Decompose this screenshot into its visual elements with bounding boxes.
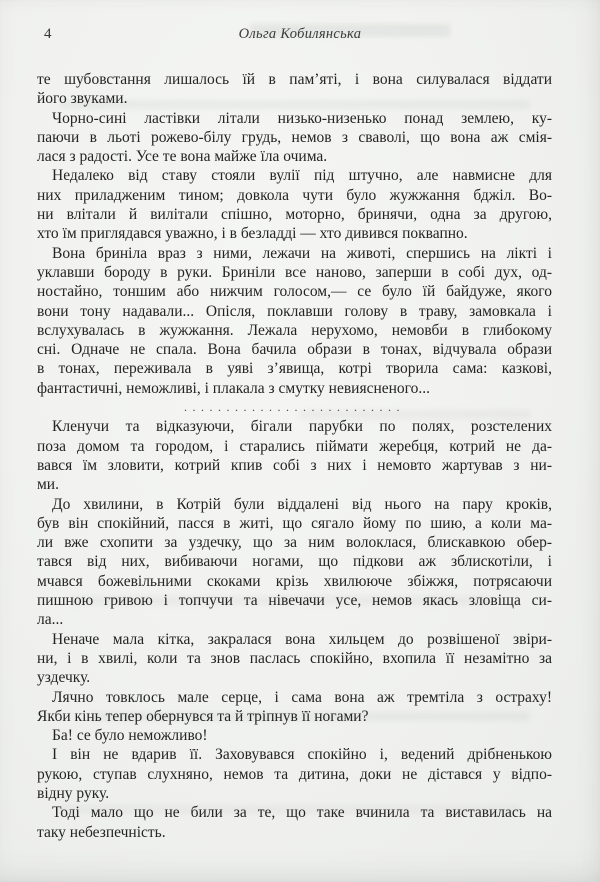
dotted-separator: .......................... — [184, 400, 405, 415]
text-line: вони тону надавали... Опісля, поклавши голову в траву, замовкала і — [37, 302, 552, 320]
text-line: мчався божевільними скоками крізь хвилююче збіжжя, потрясаючи — [37, 572, 552, 590]
text-line: таку небезпечність. — [37, 823, 166, 841]
paragraph — [37, 495, 552, 630]
text-line: паючи в льоті рожево-білу грудь, немов з сваволі, що вона аж смія- — [37, 128, 552, 146]
text-line: Ба! се було неможливо! — [52, 727, 208, 745]
text-line: його звуками. — [37, 90, 128, 108]
text-line: пишною гривою і топчучи та нівечачи усе, немов якась зловіща си- — [37, 592, 552, 610]
text-line: ли вже схопити за уздечку, що за ним волоклася, блискавкою обер- — [37, 534, 552, 552]
text-line: уклавши бороду в руки. Бриніли все наново, заперши в собі дух, од- — [37, 263, 552, 281]
text-line: те шубовстання лишалось їй в пам’яті, і вона силувалася віддати — [37, 71, 552, 88]
text-line: відну руку. — [37, 784, 110, 802]
text-line: рукою, ступав слухняно, немов та дитина, доки не дістався у відпо- — [37, 765, 552, 783]
text-line: хто їм приглядався уважно, і в безладді — хто дивився поквапно. — [37, 225, 468, 243]
text-line: ни влітали й вилітали спішно, моторно, бринячи, одна за другою, — [37, 206, 552, 224]
text-line: Вона бриніла враз з ними, лежачи на животі, спершись на лікті і — [52, 244, 552, 262]
text-line: фантастичні, неможливі, і плакала з смутку невиясненого... — [37, 379, 431, 397]
paragraph — [37, 630, 552, 688]
text-line: них приладженим тином; довкола чути було жужжання бджіл. Во- — [37, 186, 552, 204]
text-line: лася з радості. Усе те вона майже їла очима. — [37, 148, 328, 166]
text-line: До хвилини, в Котрій були віддалені від нього на пару кроків, — [52, 495, 552, 513]
text-line: Чорно-сині ластівки літали низько-низенько понад землею, ку- — [52, 109, 552, 127]
paragraph — [37, 166, 552, 243]
text-line: Лячно товклось мале серце, і сама вона аж тремтіла з остраху! — [52, 688, 552, 706]
body-text — [37, 70, 552, 842]
paragraph — [37, 745, 552, 803]
paragraph — [37, 726, 552, 745]
page-header — [0, 0, 600, 46]
text-line: тався від них, вибиваючи ногами, що підкови аж зблискотіли, і — [37, 553, 552, 571]
paragraph — [37, 417, 552, 494]
text-line: сні. Одначе не спала. Вона бачила образи в тонах, відчувала образи — [37, 341, 552, 359]
page-number: 4 — [44, 26, 52, 42]
text-line: Тоді мало що не били за те, що таке вчинила та виставилась на — [52, 804, 552, 822]
text-line: ностайно, тоншим або нижчим голосом,— се було їй байдуже, якого — [37, 283, 552, 301]
paragraph — [37, 803, 552, 842]
text-line: Неначе мала кітка, закралася вона хильцем до розвішеної звіри- — [52, 630, 552, 648]
paragraph — [37, 244, 552, 398]
paragraph — [37, 70, 552, 109]
paragraph — [37, 109, 552, 167]
paragraph — [37, 688, 552, 727]
text-line: вався їм зловити, котрий кпив собі з них і немовто жартував з ни- — [37, 456, 552, 474]
text-line: поза домом та городом, і старались піймати жеребця, котрий не да- — [37, 437, 552, 455]
text-line: ла... — [37, 611, 64, 629]
text-line: ми. — [37, 476, 59, 494]
text-line: був він спокійний, пасся в житі, що сягало йому по шию, а коли ма- — [37, 514, 552, 532]
text-line: уздечку. — [37, 669, 91, 687]
running-header-author: Ольга Кобилянська — [238, 26, 362, 42]
text-line: Якби кінь тепер обернувся та й тріпнув її ногами? — [37, 707, 369, 725]
text-line: ни, і в хвилі, коли та знов паслась спокійно, вхопила її незамітно за — [37, 649, 552, 667]
text-line: вслухувалась в жужжання. Лежала нерухомо, немовби в глибокому — [37, 321, 552, 339]
text-line: І він не вдарив її. Заховувався спокійно і, ведений дрібненькою — [52, 746, 552, 764]
text-line: в тонах, переживала в уяві з’явища, котрі творила сама: казкові, — [37, 360, 552, 378]
text-line: Кленучи та відказуючи, бігали парубки по полях, розстелених — [52, 418, 552, 436]
text-line: Недалеко від ставу стояли вулії під штучно, але навмисне для — [52, 167, 552, 185]
